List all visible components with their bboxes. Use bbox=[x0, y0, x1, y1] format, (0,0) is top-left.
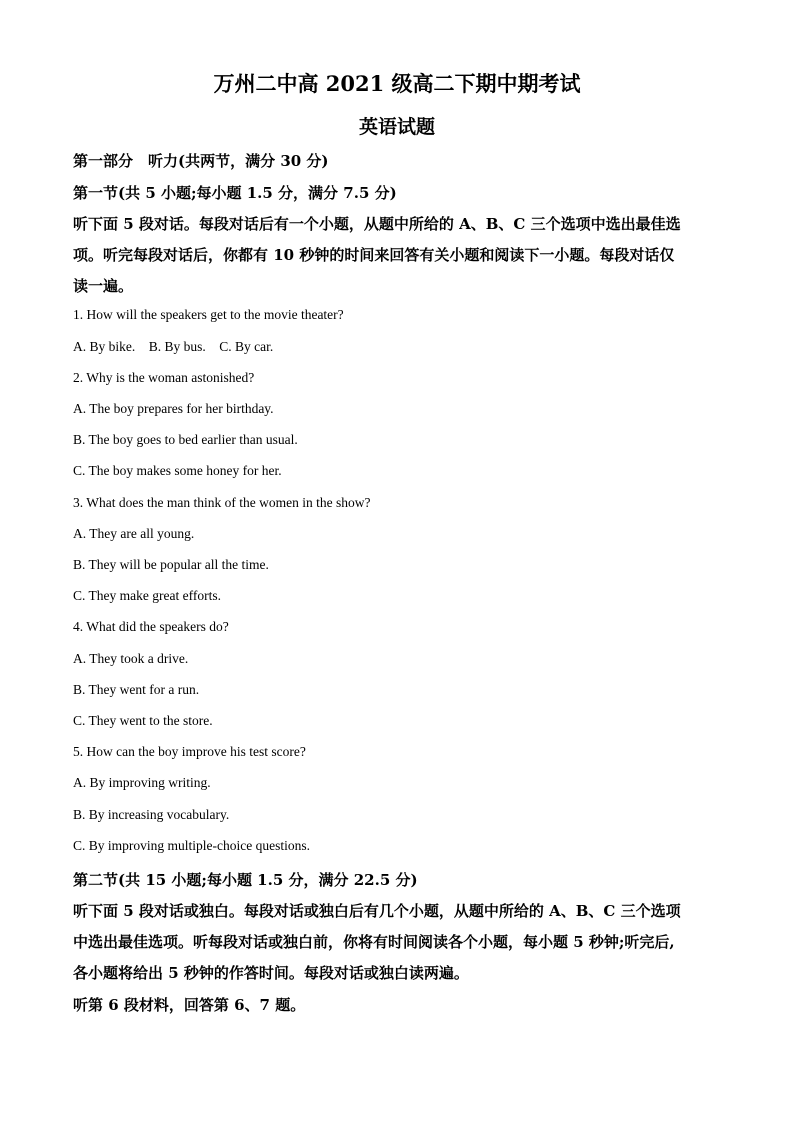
part1-heading: 第一部分 听力(共两节，满分 30 分) bbox=[73, 152, 329, 170]
question-stem: 5. How can the boy improve his test score? bbox=[73, 744, 306, 759]
option-b: B. The boy goes to bed earlier than usual. bbox=[73, 432, 298, 447]
section1-instruction-line: 听下面 5 段对话。每段对话后有一个小题，从题中所给的 A、B、C 三个选项中选出最佳选 bbox=[73, 215, 681, 233]
question-stem: 2. Why is the woman astonished? bbox=[73, 370, 255, 385]
option-a: A. They took a drive. bbox=[73, 651, 189, 666]
exam-title: 万州二中高 2021 级高二下期中期考试 bbox=[213, 71, 581, 96]
section2-instruction-line: 中选出最佳选项。听每段对话或独白前，你将有时间阅读各个小题，每小题 5 秒钟;听完后, bbox=[73, 933, 675, 951]
option-b: B. By increasing vocabulary. bbox=[73, 807, 230, 822]
option-c: C. By car. bbox=[219, 339, 274, 354]
question-options-row bbox=[73, 339, 273, 355]
option-a: A. The boy prepares for her birthday. bbox=[73, 401, 274, 416]
option-a: A. By bike. bbox=[73, 339, 136, 354]
option-b: B. They went for a run. bbox=[73, 682, 200, 697]
option-c: C. They went to the store. bbox=[73, 713, 213, 728]
option-c: C. They make great efforts. bbox=[73, 588, 221, 603]
option-a: A. They are all young. bbox=[73, 526, 195, 541]
option-c: C. By improving multiple-choice questions. bbox=[73, 838, 310, 853]
section1-instruction-line: 读一遍。 bbox=[73, 277, 134, 295]
section2-instruction-line: 各小题将给出 5 秒钟的作答时间。每段对话或独白读两遍。 bbox=[73, 964, 469, 982]
material-note: 听第 6 段材料，回答第 6、7 题。 bbox=[73, 996, 306, 1014]
question-stem: 4. What did the speakers do? bbox=[73, 619, 229, 634]
question-stem: 3. What does the man think of the women in the show? bbox=[73, 495, 371, 510]
section2-heading: 第二节(共 15 小题;每小题 1.5 分，满分 22.5 分) bbox=[73, 871, 418, 889]
question-stem: 1. How will the speakers get to the movie theater? bbox=[73, 307, 344, 322]
option-c: C. The boy makes some honey for her. bbox=[73, 463, 282, 478]
section2-instruction-line: 听下面 5 段对话或独白。每段对话或独白后有几个小题，从题中所给的 A、B、C 三个选项 bbox=[73, 902, 681, 920]
exam-subtitle: 英语试题 bbox=[358, 116, 435, 138]
section1-heading: 第一节(共 5 小题;每小题 1.5 分，满分 7.5 分) bbox=[73, 184, 397, 202]
option-b: B. They will be popular all the time. bbox=[73, 557, 269, 572]
option-a: A. By improving writing. bbox=[73, 775, 211, 790]
option-b: B. By bus. bbox=[148, 339, 206, 354]
section1-instruction-line: 项。听完每段对话后，你都有 10 秒钟的时间来回答有关小题和阅读下一小题。每段对话仅 bbox=[73, 246, 675, 264]
